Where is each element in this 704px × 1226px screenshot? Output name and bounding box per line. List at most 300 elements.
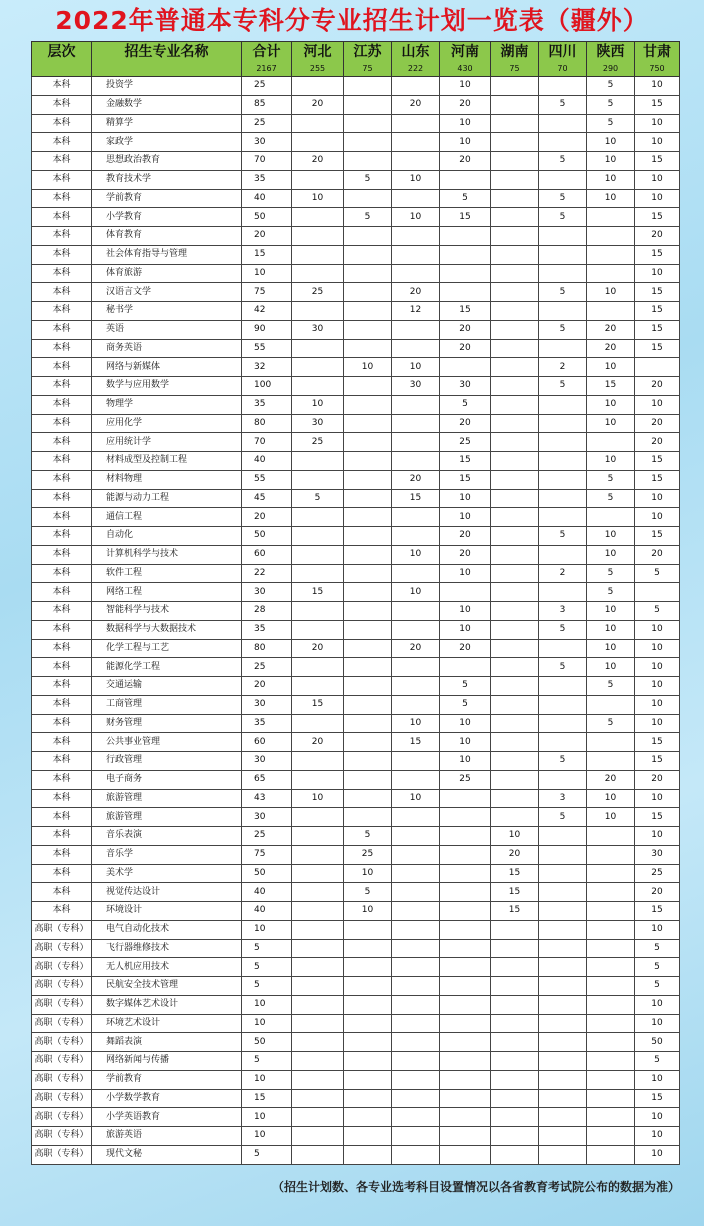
total-cell: 100 [242,377,292,396]
total-cell: 35 [242,620,292,639]
province-count-cell [539,452,587,471]
major-name-cell: 应用统计学 [92,433,242,452]
province-count-cell [539,414,587,433]
level-cell: 高职（专科） [32,1089,92,1108]
province-count-cell: 20 [292,733,344,752]
level-cell: 本科 [32,883,92,902]
province-count-cell [292,227,344,246]
major-name-cell: 材料成型及控制工程 [92,452,242,471]
total-cell: 40 [242,902,292,921]
province-count-cell [539,1052,587,1071]
total-cell: 35 [242,170,292,189]
table-row [32,245,680,264]
table-row [32,695,680,714]
province-count-cell [491,358,539,377]
province-count-cell: 10 [587,358,635,377]
province-count-cell [539,1145,587,1164]
province-count-cell: 5 [635,958,680,977]
province-count-cell [539,639,587,658]
province-count-cell [344,395,392,414]
province-count-cell: 10 [587,658,635,677]
level-cell: 本科 [32,152,92,171]
level-cell: 本科 [32,208,92,227]
province-count-cell: 15 [292,583,344,602]
province-count-cell: 5 [635,564,680,583]
major-name-cell: 音乐表演 [92,827,242,846]
total-cell: 80 [242,639,292,658]
province-count-cell: 30 [635,845,680,864]
province-count-cell [539,1127,587,1146]
province-count-cell [491,395,539,414]
province-count-cell: 15 [440,452,491,471]
table-row [32,1052,680,1071]
province-count-cell [539,583,587,602]
province-count-cell [292,1089,344,1108]
province-count-cell [539,845,587,864]
level-cell: 高职（专科） [32,958,92,977]
province-count-cell: 15 [392,489,440,508]
province-count-cell [344,1033,392,1052]
level-cell: 本科 [32,433,92,452]
table-row [32,433,680,452]
level-cell: 高职（专科） [32,1108,92,1127]
province-count-cell: 50 [635,1033,680,1052]
province-count-cell [392,77,440,96]
province-count-cell [292,677,344,696]
province-count-cell [491,677,539,696]
province-count-cell [491,1108,539,1127]
province-count-cell [440,883,491,902]
province-count-cell [292,452,344,471]
province-count-cell [491,339,539,358]
total-cell: 40 [242,452,292,471]
province-count-cell: 10 [440,752,491,771]
total-cell: 65 [242,770,292,789]
province-count-cell: 10 [440,133,491,152]
province-count-cell [491,977,539,996]
province-count-cell [440,1089,491,1108]
province-count-cell: 10 [635,1014,680,1033]
province-count-cell: 5 [539,620,587,639]
province-count-cell [440,995,491,1014]
province-count-cell [491,133,539,152]
province-count-cell: 10 [587,620,635,639]
total-cell: 28 [242,602,292,621]
province-count-cell: 15 [635,527,680,546]
level-cell: 本科 [32,658,92,677]
total-cell: 70 [242,433,292,452]
total-cell: 30 [242,752,292,771]
major-name-cell: 思想政治教育 [92,152,242,171]
major-name-cell: 网络工程 [92,583,242,602]
total-cell: 10 [242,1014,292,1033]
province-count-cell [587,883,635,902]
province-count-cell [491,452,539,471]
level-cell: 高职（专科） [32,995,92,1014]
column-header [392,42,440,77]
province-count-cell [344,302,392,321]
level-cell: 本科 [32,564,92,583]
level-cell: 本科 [32,789,92,808]
major-name-cell: 家政学 [92,133,242,152]
table-row [32,95,680,114]
province-count-cell [491,264,539,283]
total-cell: 35 [242,714,292,733]
table-row [32,658,680,677]
province-count-cell [292,864,344,883]
province-count-cell: 5 [539,283,587,302]
total-cell: 85 [242,95,292,114]
province-count-cell: 10 [440,77,491,96]
province-count-cell [491,95,539,114]
province-count-cell: 10 [491,827,539,846]
province-count-cell [344,714,392,733]
column-header-label: 山东 [401,44,430,60]
province-count-cell [587,1070,635,1089]
table-row [32,789,680,808]
level-cell: 本科 [32,452,92,471]
province-count-cell [292,1108,344,1127]
level-cell: 高职（专科） [32,1014,92,1033]
total-cell: 5 [242,1145,292,1164]
column-header-total: 290 [602,64,619,73]
province-count-cell [392,864,440,883]
column-header-label: 合计 [252,44,281,60]
province-count-cell: 5 [440,695,491,714]
province-count-cell: 5 [587,677,635,696]
province-count-cell [344,1108,392,1127]
total-cell: 50 [242,527,292,546]
province-count-cell [440,245,491,264]
total-cell: 25 [242,658,292,677]
province-count-cell: 15 [440,470,491,489]
province-count-cell [344,939,392,958]
column-header [344,42,392,77]
province-count-cell [491,414,539,433]
major-name-cell: 学前教育 [92,1070,242,1089]
province-count-cell [344,752,392,771]
province-count-cell [292,170,344,189]
province-count-cell [292,208,344,227]
table-row [32,283,680,302]
province-count-cell: 10 [635,489,680,508]
table-row [32,602,680,621]
province-count-cell [635,358,680,377]
province-count-cell: 5 [587,77,635,96]
table-row [32,939,680,958]
major-name-cell: 智能科学与技术 [92,602,242,621]
province-count-cell [491,808,539,827]
province-count-cell [539,1033,587,1052]
province-count-cell [292,508,344,527]
table-row [32,883,680,902]
province-count-cell [344,602,392,621]
province-count-cell: 10 [635,1127,680,1146]
province-count-cell: 5 [539,808,587,827]
province-count-cell [491,545,539,564]
province-count-cell [440,939,491,958]
column-header-total [32,62,91,76]
province-count-cell [344,958,392,977]
column-header-total: 430 [457,64,473,73]
province-count-cell [392,883,440,902]
province-count-cell: 10 [587,170,635,189]
province-count-cell [539,395,587,414]
level-cell: 本科 [32,414,92,433]
province-count-cell [491,583,539,602]
province-count-cell: 25 [292,283,344,302]
province-count-cell: 10 [635,1070,680,1089]
total-cell: 10 [242,264,292,283]
province-count-cell [587,1033,635,1052]
province-count-cell [392,320,440,339]
province-count-cell: 5 [587,470,635,489]
province-count-cell [491,602,539,621]
table-row [32,508,680,527]
province-count-cell [292,564,344,583]
level-cell: 本科 [32,827,92,846]
province-count-cell [344,77,392,96]
total-cell: 30 [242,808,292,827]
column-header-total: 75 [509,64,520,73]
province-count-cell [392,1070,440,1089]
total-cell: 20 [242,508,292,527]
province-count-cell [344,677,392,696]
level-cell: 高职（专科） [32,1145,92,1164]
province-count-cell [539,714,587,733]
province-count-cell: 15 [491,902,539,921]
province-count-cell [491,564,539,583]
province-count-cell [491,1033,539,1052]
province-count-cell: 5 [539,377,587,396]
level-cell: 本科 [32,770,92,789]
column-header-total [92,62,241,76]
province-count-cell: 10 [587,789,635,808]
province-count-cell: 30 [392,377,440,396]
province-count-cell: 10 [440,620,491,639]
province-count-cell [491,433,539,452]
province-count-cell: 20 [440,639,491,658]
province-count-cell: 10 [635,170,680,189]
province-count-cell: 20 [635,414,680,433]
province-count-cell [392,133,440,152]
total-cell: 50 [242,208,292,227]
province-count-cell [539,1070,587,1089]
province-count-cell [292,77,344,96]
province-count-cell [392,508,440,527]
column-header [635,42,680,77]
province-count-cell: 10 [635,677,680,696]
province-count-cell: 20 [392,95,440,114]
province-count-cell [292,995,344,1014]
level-cell: 本科 [32,245,92,264]
total-cell: 10 [242,1108,292,1127]
major-name-cell: 音乐学 [92,845,242,864]
level-cell: 本科 [32,620,92,639]
province-count-cell [539,433,587,452]
column-header-total: 222 [407,64,424,73]
province-count-cell: 10 [440,602,491,621]
province-count-cell [292,1014,344,1033]
province-count-cell: 10 [587,152,635,171]
province-count-cell [344,264,392,283]
province-count-cell [292,620,344,639]
level-cell: 本科 [32,545,92,564]
table-row [32,677,680,696]
province-count-cell [392,770,440,789]
province-count-cell: 5 [539,208,587,227]
total-cell: 25 [242,114,292,133]
province-count-cell: 15 [635,902,680,921]
province-count-cell: 10 [440,508,491,527]
total-cell: 25 [242,77,292,96]
province-count-cell [491,527,539,546]
province-count-cell: 5 [440,189,491,208]
table-row [32,977,680,996]
column-header-label: 江苏 [353,44,382,60]
province-count-cell: 15 [635,470,680,489]
province-count-cell [292,1033,344,1052]
province-count-cell: 5 [587,714,635,733]
province-count-cell [292,470,344,489]
province-count-cell: 20 [587,770,635,789]
province-count-cell [344,114,392,133]
province-count-cell [344,508,392,527]
province-count-cell: 10 [587,395,635,414]
province-count-cell: 10 [587,452,635,471]
level-cell: 本科 [32,77,92,96]
province-count-cell: 20 [440,95,491,114]
province-count-cell [539,864,587,883]
province-count-cell [392,433,440,452]
level-cell: 高职（专科） [32,1052,92,1071]
province-count-cell: 5 [344,883,392,902]
province-count-cell [491,320,539,339]
province-count-cell: 15 [635,95,680,114]
column-header [32,42,92,77]
province-count-cell [344,227,392,246]
total-cell: 20 [242,227,292,246]
table-row [32,452,680,471]
level-cell: 本科 [32,189,92,208]
province-count-cell: 20 [635,227,680,246]
major-name-cell: 英语 [92,320,242,339]
province-count-cell [440,283,491,302]
major-name-cell: 体育旅游 [92,264,242,283]
province-count-cell [491,377,539,396]
level-cell: 本科 [32,845,92,864]
province-count-cell [440,1070,491,1089]
province-count-cell [344,789,392,808]
province-count-cell [587,1014,635,1033]
province-count-cell [440,845,491,864]
province-count-cell [392,1089,440,1108]
column-header-total: 750 [649,64,665,73]
province-count-cell: 15 [440,208,491,227]
province-count-cell [587,264,635,283]
province-count-cell [344,733,392,752]
province-count-cell [292,770,344,789]
province-count-cell [292,958,344,977]
province-count-cell [587,920,635,939]
table-row [32,1089,680,1108]
province-count-cell [491,1052,539,1071]
province-count-cell [392,264,440,283]
table-row [32,227,680,246]
province-count-cell: 5 [344,208,392,227]
province-count-cell: 10 [344,358,392,377]
province-count-cell [491,302,539,321]
province-count-cell [392,808,440,827]
province-count-cell: 25 [440,433,491,452]
province-count-cell [344,245,392,264]
province-count-cell: 20 [392,470,440,489]
major-name-cell: 电气自动化技术 [92,920,242,939]
province-count-cell [392,1014,440,1033]
column-header-label: 招生专业名称 [124,44,209,60]
province-count-cell [392,414,440,433]
province-count-cell [440,1145,491,1164]
province-count-cell [491,283,539,302]
column-header-label: 湖南 [500,44,529,60]
major-name-cell: 精算学 [92,114,242,133]
total-cell: 60 [242,545,292,564]
table-row [32,152,680,171]
province-count-cell: 10 [635,789,680,808]
province-count-cell [292,827,344,846]
province-count-cell: 5 [635,977,680,996]
province-count-cell [292,902,344,921]
province-count-cell [344,1089,392,1108]
level-cell: 本科 [32,527,92,546]
major-name-cell: 现代文秘 [92,1145,242,1164]
province-count-cell: 10 [635,620,680,639]
province-count-cell [587,245,635,264]
table-row [32,1145,680,1164]
major-name-cell: 社会体育指导与管理 [92,245,242,264]
province-count-cell [292,545,344,564]
province-count-cell [491,770,539,789]
province-count-cell [587,433,635,452]
province-count-cell: 10 [392,545,440,564]
province-count-cell [440,1033,491,1052]
province-count-cell: 5 [539,752,587,771]
major-name-cell: 行政管理 [92,752,242,771]
province-count-cell [587,1089,635,1108]
province-count-cell [587,752,635,771]
province-count-cell [491,152,539,171]
footnote: （招生计划数、各专业选考科目设置情况以各省教育考试院公布的数据为准） [271,1180,680,1194]
table-row [32,995,680,1014]
column-header-total: 255 [309,64,326,73]
table-row [32,189,680,208]
province-count-cell [292,114,344,133]
level-cell: 高职（专科） [32,1033,92,1052]
province-count-cell: 3 [539,789,587,808]
province-count-cell [539,302,587,321]
level-cell: 本科 [32,470,92,489]
province-count-cell: 10 [635,714,680,733]
province-count-cell: 10 [635,1145,680,1164]
table-row [32,1070,680,1089]
province-count-cell [344,489,392,508]
table-row [32,302,680,321]
province-count-cell: 10 [587,189,635,208]
province-count-cell [491,995,539,1014]
province-count-cell [292,602,344,621]
province-count-cell [587,977,635,996]
province-count-cell: 10 [392,170,440,189]
